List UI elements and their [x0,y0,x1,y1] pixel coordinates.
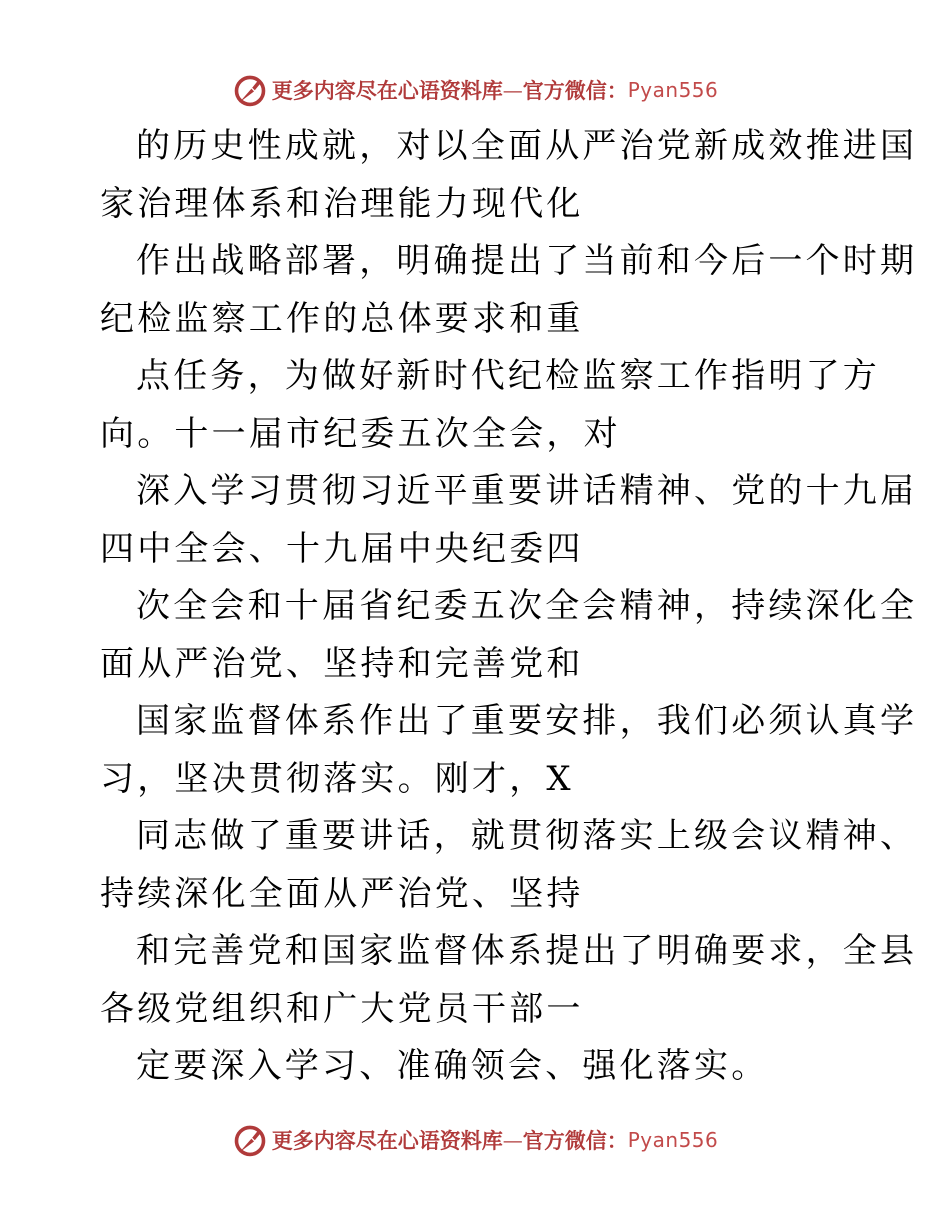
body-line: 深入学习贯彻习近平重要讲话精神、党的十九届 [136,471,918,511]
body-line: 持续深化全面从严治党、坚持 [100,873,584,914]
watermark-brand: 更多内容尽在心语资料库 [271,78,503,103]
body-line: 面从严治党、坚持和完善党和 [100,643,584,684]
body-line: 习，坚决贯彻落实。刚才，X [100,758,574,799]
watermark-label: 官方微信： [522,1128,628,1153]
body-line: 点任务，为做好新时代纪检监察工作指明了方 [136,356,880,396]
body-line: 的历史性成就，对以全面从严治党新成效推进国 [136,126,918,166]
body-line: 次全会和十届省纪委五次全会精神，持续深化全 [136,586,918,626]
body-line: 家治理体系和治理能力现代化 [100,183,584,224]
body-line: 纪检监察工作的总体要求和重 [100,298,584,339]
quill-logo-icon [232,72,268,108]
watermark-separator: — [502,1128,523,1152]
watermark-brand: 更多内容尽在心语资料库 [271,1128,503,1153]
body-line: 各级党组织和广大党员干部一 [100,988,584,1029]
watermark-label: 官方微信： [522,78,628,103]
document-body [100,118,918,1096]
header-watermark [0,70,950,110]
watermark-account: Pyan556 [627,78,719,102]
footer-watermark [0,1120,950,1160]
body-line: 国家监督体系作出了重要安排，我们必须认真学 [136,701,918,741]
body-line: 和完善党和国家监督体系提出了明确要求，全县 [136,931,918,971]
body-line: 向。十一届市纪委五次全会，对 [100,413,621,454]
quill-logo-icon [232,1122,268,1158]
body-line: 四中全会、十九届中央纪委四 [100,528,584,569]
body-line: 定要深入学习、准确领会、强化落实。 [136,1046,769,1086]
body-line: 同志做了重要讲话，就贯彻落实上级会议精神、 [136,816,918,856]
body-line: 作出战略部署，明确提出了当前和今后一个时期 [136,241,918,281]
watermark-account: Pyan556 [627,1128,719,1152]
watermark-separator: — [502,78,523,102]
